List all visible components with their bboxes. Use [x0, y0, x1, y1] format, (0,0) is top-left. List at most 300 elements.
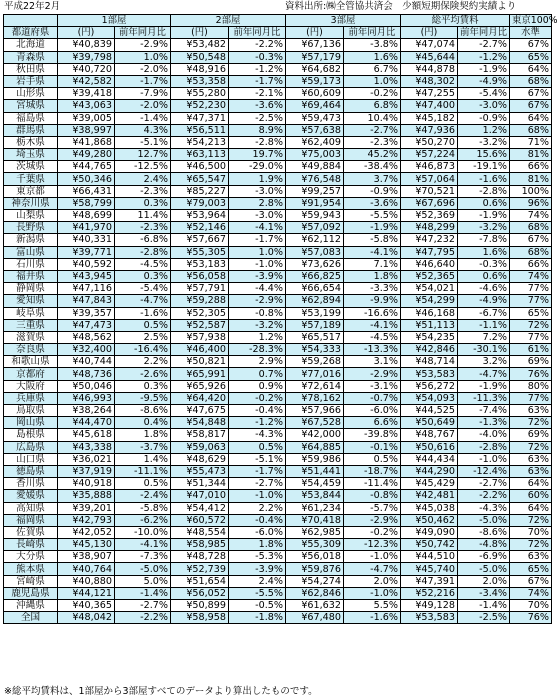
room2-yoy-cell: -3.0%: [229, 210, 286, 222]
avg-rent-cell: ¥46,873: [401, 161, 458, 173]
room3-yoy-cell: -3.6%: [344, 197, 401, 209]
room3-yoy-cell: -0.2%: [344, 88, 401, 100]
room3-yoy-cell: -0.8%: [344, 490, 401, 502]
room2-rent-cell: ¥48,554: [171, 526, 229, 538]
room3-yoy-cell: 7.1%: [344, 258, 401, 270]
room3-rent-cell: ¥53,844: [286, 490, 344, 502]
room1-rent-cell: ¥42,793: [58, 514, 115, 526]
room1-yoy-cell: -2.9%: [115, 39, 171, 51]
table-row: [4, 587, 552, 599]
table-row: [4, 295, 552, 307]
avg-rent-cell: ¥52,369: [401, 210, 458, 222]
room3-yoy-cell: 6.8%: [344, 100, 401, 112]
room3-rent-cell: ¥57,179: [286, 51, 344, 63]
avg-rent-cell: ¥46,168: [401, 307, 458, 319]
room2-yoy-cell: -4.1%: [229, 222, 286, 234]
room2-yoy-cell: 1.8%: [229, 539, 286, 551]
table-row: [4, 392, 552, 404]
room1-yoy-cell: -1.4%: [115, 112, 171, 124]
room2-rent-cell: ¥48,629: [171, 453, 229, 465]
room2-yoy-cell: -2.5%: [229, 112, 286, 124]
avg-rent-cell: ¥45,182: [401, 112, 458, 124]
room3-rent-cell: ¥51,441: [286, 465, 344, 477]
pref-cell: 熊本県: [4, 563, 58, 575]
avg-yoy-cell: -4.9%: [458, 75, 510, 87]
room3-rent-cell: ¥59,986: [286, 453, 344, 465]
avg-yoy-cell: -1.9%: [458, 210, 510, 222]
tokyo-level-cell: 70%: [510, 526, 552, 538]
table-row: [4, 514, 552, 526]
room2-yoy-cell: -4.4%: [229, 283, 286, 295]
pref-cell: 宮城県: [4, 100, 58, 112]
room2-yoy-cell: -4.3%: [229, 429, 286, 441]
pref-cell: 静岡県: [4, 283, 58, 295]
pref-cell: 広島県: [4, 441, 58, 453]
room2-rent-cell: ¥58,817: [171, 429, 229, 441]
avg-yoy-cell: -7.4%: [458, 405, 510, 417]
avg-rent-cell: ¥50,649: [401, 417, 458, 429]
room3-header: 3部屋: [286, 15, 401, 27]
tokyo-level-cell: 77%: [510, 331, 552, 343]
table-row: [4, 526, 552, 538]
room3-yoy-cell: -2.3%: [344, 136, 401, 148]
room3-rent-cell: ¥76,548: [286, 173, 344, 185]
table-row: [4, 551, 552, 563]
room3-yoy-cell: 6.7%: [344, 63, 401, 75]
room2-yoy-cell: -5.5%: [229, 587, 286, 599]
table-row: [4, 149, 552, 161]
room1-rent-cell: ¥40,331: [58, 234, 115, 246]
pref-cell: 岡山県: [4, 417, 58, 429]
pref-cell: 長崎県: [4, 539, 58, 551]
tokyo-level-cell: 76%: [510, 612, 552, 624]
room3-yoy-cell: 0.5%: [344, 453, 401, 465]
room2-yoy-cell: -3.0%: [229, 185, 286, 197]
avg-yoy-cell: -3.2%: [458, 136, 510, 148]
room2-yoy-cell: -3.9%: [229, 270, 286, 282]
pref-cell: 島根県: [4, 429, 58, 441]
pref-cell: 山形県: [4, 88, 58, 100]
table-row: [4, 502, 552, 514]
room1-yoy-cell: -6.2%: [115, 514, 171, 526]
avg-rent-cell: ¥53,583: [401, 612, 458, 624]
room1-yoy-cell: 0.5%: [115, 478, 171, 490]
room2-rent-cell: ¥59,288: [171, 295, 229, 307]
room2-yoy-cell: 1.9%: [229, 173, 286, 185]
avg-yoy-cell: -6.7%: [458, 307, 510, 319]
room1-rent-cell: ¥43,338: [58, 441, 115, 453]
room2-yoy-cell: 0.5%: [229, 441, 286, 453]
tokyo-level-cell: 66%: [510, 258, 552, 270]
tokyo-level-cell: 74%: [510, 210, 552, 222]
room1-rent-cell: ¥50,046: [58, 380, 115, 392]
avg-rent-cell: ¥49,128: [401, 600, 458, 612]
avg-rent-cell: ¥47,074: [401, 39, 458, 51]
room2-rent-cell: ¥50,821: [171, 356, 229, 368]
avg-rent-cell: ¥44,290: [401, 465, 458, 477]
room3-rent-cell: ¥49,884: [286, 161, 344, 173]
room2-rent-cell: ¥56,058: [171, 270, 229, 282]
table-row: [4, 234, 552, 246]
room2-rent-cell: ¥64,420: [171, 392, 229, 404]
room1-yoy-cell: -7.3%: [115, 551, 171, 563]
room1-rent-cell: ¥50,346: [58, 173, 115, 185]
avg-rent-cell: ¥45,644: [401, 51, 458, 63]
tokyo-level-cell: 67%: [510, 100, 552, 112]
room1-yoy-cell: 1.8%: [115, 429, 171, 441]
room2-yoy-cell: 1.0%: [229, 246, 286, 258]
avg-yoy-cell: 2.0%: [458, 575, 510, 587]
avg-yoy-cell: 7.2%: [458, 331, 510, 343]
tokyo-header: 東京100%: [510, 15, 552, 27]
room3-rent-cell: ¥53,199: [286, 307, 344, 319]
room1-yoy-cell: -3.7%: [115, 441, 171, 453]
tokyo-level-cell: 65%: [510, 51, 552, 63]
room2-rent-cell: ¥52,305: [171, 307, 229, 319]
room1-rent-cell: ¥35,888: [58, 490, 115, 502]
room2-rent-cell: ¥55,305: [171, 246, 229, 258]
avg-rent-cell: ¥47,391: [401, 575, 458, 587]
room3-rent-cell: ¥99,257: [286, 185, 344, 197]
room1-rent-cell: ¥39,357: [58, 307, 115, 319]
room3-rent-cell: ¥59,943: [286, 210, 344, 222]
room3-yoy-cell: -2.7%: [344, 124, 401, 136]
room2-yoy-cell: -1.2%: [229, 63, 286, 75]
room3-rent-cell: ¥62,409: [286, 136, 344, 148]
tokyo-level-cell: 100%: [510, 185, 552, 197]
room2-rent-cell: ¥48,916: [171, 63, 229, 75]
room2-yoy-cell: 2.2%: [229, 502, 286, 514]
avg-rent-cell: ¥54,299: [401, 295, 458, 307]
room2-rent-cell: ¥53,183: [171, 258, 229, 270]
table-row: [4, 380, 552, 392]
table-row: [4, 417, 552, 429]
room1-yoy-cell: -2.2%: [115, 612, 171, 624]
table-row: [4, 222, 552, 234]
room3-yoy-cell: -0.1%: [344, 441, 401, 453]
room1-yoy-cell: 2.5%: [115, 331, 171, 343]
tokyo-level-cell: 77%: [510, 295, 552, 307]
avg-yoy-cell: -2.8%: [458, 441, 510, 453]
room1-rent-cell: ¥48,562: [58, 331, 115, 343]
source-label: 資料出所:㈱全管協共済会 少額短期保険契約実績より: [285, 1, 517, 12]
room1-yoy-cell: -2.3%: [115, 222, 171, 234]
room2-yoy-cell: -6.0%: [229, 526, 286, 538]
room1-yoy-cell: -5.1%: [115, 136, 171, 148]
room3-yoy-cell: 1.6%: [344, 51, 401, 63]
room3-yen-header: (円): [286, 27, 344, 39]
tokyo-level-cell: 72%: [510, 441, 552, 453]
room1-rent-cell: ¥38,907: [58, 551, 115, 563]
table-row: [4, 429, 552, 441]
room1-yoy-cell: -5.4%: [115, 283, 171, 295]
room3-yoy-cell: 6.6%: [344, 417, 401, 429]
avg-rent-cell: ¥57,224: [401, 149, 458, 161]
avg-yoy-cell: -12.4%: [458, 465, 510, 477]
room1-rent-cell: ¥66,431: [58, 185, 115, 197]
room3-rent-cell: ¥42,000: [286, 429, 344, 441]
room2-rent-cell: ¥52,587: [171, 319, 229, 331]
table-row: [4, 575, 552, 587]
room2-rent-cell: ¥52,146: [171, 222, 229, 234]
room2-yoy-cell: -0.8%: [229, 307, 286, 319]
room3-rent-cell: ¥55,309: [286, 539, 344, 551]
avg-yoy-cell: -1.2%: [458, 51, 510, 63]
avg-yoy-header: 前年同月比: [458, 27, 510, 39]
room2-yoy-cell: 0.7%: [229, 368, 286, 380]
avg-yoy-cell: -4.3%: [458, 502, 510, 514]
room2-rent-cell: ¥53,482: [171, 39, 229, 51]
avg-rent-cell: ¥51,113: [401, 319, 458, 331]
pref-cell: 三重県: [4, 319, 58, 331]
table-row: [4, 283, 552, 295]
room3-yoy-cell: -5.7%: [344, 502, 401, 514]
room3-yoy-cell: 3.7%: [344, 173, 401, 185]
pref-cell: 岩手県: [4, 75, 58, 87]
room2-yoy-cell: -2.1%: [229, 88, 286, 100]
page-header: [0, 0, 555, 14]
room2-yoy-cell: -0.2%: [229, 392, 286, 404]
room1-yoy-cell: -1.6%: [115, 307, 171, 319]
room1-yen-header: (円): [58, 27, 115, 39]
table-row: [4, 51, 552, 63]
room3-yoy-cell: -2.9%: [344, 368, 401, 380]
table-row: [4, 270, 552, 282]
avg-yoy-cell: 0.6%: [458, 270, 510, 282]
room3-yoy-cell: -4.5%: [344, 331, 401, 343]
table-row: [4, 563, 552, 575]
room2-rent-cell: ¥47,010: [171, 490, 229, 502]
room1-rent-cell: ¥41,868: [58, 136, 115, 148]
table-row: [4, 136, 552, 148]
table-row: [4, 405, 552, 417]
room3-yoy-header: 前年同月比: [344, 27, 401, 39]
room2-yoy-cell: -1.7%: [229, 75, 286, 87]
tokyo-level-cell: 63%: [510, 551, 552, 563]
avg-yoy-cell: -1.4%: [458, 600, 510, 612]
room3-yoy-cell: -3.8%: [344, 39, 401, 51]
tokyo-level-cell: 96%: [510, 197, 552, 209]
table-row: [4, 465, 552, 477]
room3-yoy-cell: -3.3%: [344, 283, 401, 295]
room3-yoy-cell: -18.7%: [344, 465, 401, 477]
room1-yoy-cell: -4.7%: [115, 295, 171, 307]
table-row: [4, 331, 552, 343]
room3-rent-cell: ¥61,632: [286, 600, 344, 612]
room1-rent-cell: ¥48,736: [58, 368, 115, 380]
avg-yoy-cell: -19.1%: [458, 161, 510, 173]
room1-rent-cell: ¥40,365: [58, 600, 115, 612]
tokyo-level-cell: 77%: [510, 283, 552, 295]
room3-rent-cell: ¥57,092: [286, 222, 344, 234]
table-row: [4, 539, 552, 551]
room1-yoy-cell: -2.8%: [115, 246, 171, 258]
room1-rent-cell: ¥37,919: [58, 465, 115, 477]
room1-rent-cell: ¥39,771: [58, 246, 115, 258]
pref-cell: 徳島県: [4, 465, 58, 477]
room1-yoy-cell: 2.4%: [115, 173, 171, 185]
avg-rent-cell: ¥57,064: [401, 173, 458, 185]
room2-yoy-cell: 19.7%: [229, 149, 286, 161]
tokyo-level-cell: 72%: [510, 514, 552, 526]
room1-yoy-cell: -1.4%: [115, 587, 171, 599]
room1-rent-cell: ¥39,005: [58, 112, 115, 124]
table-row: [4, 490, 552, 502]
avg-rent-cell: ¥44,434: [401, 453, 458, 465]
room3-rent-cell: ¥64,885: [286, 441, 344, 453]
room1-rent-cell: ¥40,720: [58, 63, 115, 75]
table-row: [4, 197, 552, 209]
room3-rent-cell: ¥64,682: [286, 63, 344, 75]
room1-yoy-cell: -2.4%: [115, 490, 171, 502]
pref-cell: 長野県: [4, 222, 58, 234]
room3-yoy-cell: -39.8%: [344, 429, 401, 441]
room1-rent-cell: ¥38,264: [58, 405, 115, 417]
pref-header: 都道府県: [4, 27, 58, 39]
tokyo-level-cell: 63%: [510, 405, 552, 417]
room3-rent-cell: ¥60,609: [286, 88, 344, 100]
room1-yoy-cell: 0.4%: [115, 417, 171, 429]
room1-yoy-cell: -11.1%: [115, 465, 171, 477]
room3-yoy-cell: 45.2%: [344, 149, 401, 161]
avg-rent-cell: ¥52,216: [401, 587, 458, 599]
avg-rent-cell: ¥48,767: [401, 429, 458, 441]
room1-yoy-cell: -5.0%: [115, 563, 171, 575]
room2-rent-cell: ¥54,412: [171, 502, 229, 514]
room3-rent-cell: ¥66,825: [286, 270, 344, 282]
room1-rent-cell: ¥41,970: [58, 222, 115, 234]
room3-rent-cell: ¥62,846: [286, 587, 344, 599]
room3-rent-cell: ¥73,626: [286, 258, 344, 270]
table-row: [4, 185, 552, 197]
table-row: [4, 441, 552, 453]
room1-yoy-cell: -2.0%: [115, 63, 171, 75]
tokyo-level-cell: 68%: [510, 124, 552, 136]
room2-rent-cell: ¥55,280: [171, 88, 229, 100]
room2-rent-cell: ¥46,400: [171, 344, 229, 356]
room3-rent-cell: ¥69,464: [286, 100, 344, 112]
room2-yoy-header: 前年同月比: [229, 27, 286, 39]
room2-rent-cell: ¥50,548: [171, 51, 229, 63]
room2-rent-cell: ¥79,003: [171, 197, 229, 209]
pref-cell: 高知県: [4, 502, 58, 514]
room1-yoy-cell: -4.1%: [115, 539, 171, 551]
room3-yoy-cell: -0.9%: [344, 185, 401, 197]
avg-rent-cell: ¥45,038: [401, 502, 458, 514]
room3-rent-cell: ¥57,966: [286, 405, 344, 417]
room1-yoy-cell: 1.4%: [115, 453, 171, 465]
room1-yoy-cell: 0.3%: [115, 380, 171, 392]
room2-rent-cell: ¥56,052: [171, 587, 229, 599]
avg-yoy-cell: -1.3%: [458, 417, 510, 429]
room1-rent-cell: ¥45,130: [58, 539, 115, 551]
avg-rent-cell: ¥56,272: [401, 380, 458, 392]
room2-rent-cell: ¥52,739: [171, 563, 229, 575]
table-row: [4, 453, 552, 465]
pref-cell: 京都府: [4, 368, 58, 380]
room3-rent-cell: ¥54,459: [286, 478, 344, 490]
avg-header: 総平均賃料: [401, 15, 510, 27]
avg-yoy-cell: -1.1%: [458, 319, 510, 331]
total-row: [4, 612, 552, 624]
pref-cell: 山梨県: [4, 210, 58, 222]
tokyo-level-cell: 72%: [510, 319, 552, 331]
pref-cell: 東京都: [4, 185, 58, 197]
room2-yoy-cell: -1.0%: [229, 258, 286, 270]
room1-yoy-cell: -8.6%: [115, 405, 171, 417]
room2-yoy-cell: -2.2%: [229, 39, 286, 51]
period-label: 平成22年2月: [4, 1, 61, 12]
tokyo-level-cell: 72%: [510, 417, 552, 429]
room2-yoy-cell: -28.3%: [229, 344, 286, 356]
room3-rent-cell: ¥59,473: [286, 112, 344, 124]
room3-yoy-cell: -1.0%: [344, 551, 401, 563]
pref-cell: 青森県: [4, 51, 58, 63]
room3-rent-cell: ¥78,162: [286, 392, 344, 404]
room2-yoy-cell: -3.6%: [229, 100, 286, 112]
room1-yoy-cell: 0.3%: [115, 197, 171, 209]
room1-yoy-cell: -1.7%: [115, 75, 171, 87]
tokyo-level-cell: 63%: [510, 465, 552, 477]
room2-rent-cell: ¥46,500: [171, 161, 229, 173]
room1-rent-cell: ¥40,764: [58, 563, 115, 575]
room2-rent-cell: ¥65,547: [171, 173, 229, 185]
tokyo-level-cell: 81%: [510, 173, 552, 185]
pref-cell: 佐賀県: [4, 526, 58, 538]
room1-rent-cell: ¥44,470: [58, 417, 115, 429]
tokyo-level-cell: 72%: [510, 539, 552, 551]
room3-rent-cell: ¥77,016: [286, 368, 344, 380]
room1-rent-cell: ¥44,765: [58, 161, 115, 173]
room1-rent-cell: ¥39,798: [58, 51, 115, 63]
pref-cell: 千葉県: [4, 173, 58, 185]
pref-cell: 北海道: [4, 39, 58, 51]
room2-rent-cell: ¥47,675: [171, 405, 229, 417]
room1-yoy-cell: -5.8%: [115, 502, 171, 514]
room2-yoy-cell: -2.7%: [229, 478, 286, 490]
pref-cell: 神奈川県: [4, 197, 58, 209]
room1-rent-cell: ¥42,582: [58, 75, 115, 87]
table-row: [4, 319, 552, 331]
header-row-1: [4, 15, 552, 27]
tokyo-level-cell: 69%: [510, 356, 552, 368]
tokyo-level-cell: 64%: [510, 112, 552, 124]
pref-cell: 大分県: [4, 551, 58, 563]
table-row: [4, 161, 552, 173]
room2-rent-cell: ¥55,473: [171, 465, 229, 477]
room2-rent-cell: ¥85,227: [171, 185, 229, 197]
room3-rent-cell: ¥72,614: [286, 380, 344, 392]
pref-cell: 宮崎県: [4, 575, 58, 587]
avg-rent-cell: ¥47,232: [401, 234, 458, 246]
room2-yoy-cell: 0.9%: [229, 380, 286, 392]
table-row: [4, 112, 552, 124]
avg-yoy-cell: -5.4%: [458, 88, 510, 100]
room3-rent-cell: ¥61,234: [286, 502, 344, 514]
tokyo-level-cell: 64%: [510, 63, 552, 75]
room2-yoy-cell: -1.0%: [229, 490, 286, 502]
pref-cell: 全国: [4, 612, 58, 624]
avg-yoy-cell: -1.0%: [458, 453, 510, 465]
pref-cell: 香川県: [4, 478, 58, 490]
room3-rent-cell: ¥62,112: [286, 234, 344, 246]
table-row: [4, 368, 552, 380]
room2-yoy-cell: 1.2%: [229, 331, 286, 343]
room2-rent-cell: ¥48,728: [171, 551, 229, 563]
avg-yoy-cell: -8.6%: [458, 526, 510, 538]
avg-yoy-cell: -5.0%: [458, 563, 510, 575]
room1-rent-cell: ¥46,993: [58, 392, 115, 404]
